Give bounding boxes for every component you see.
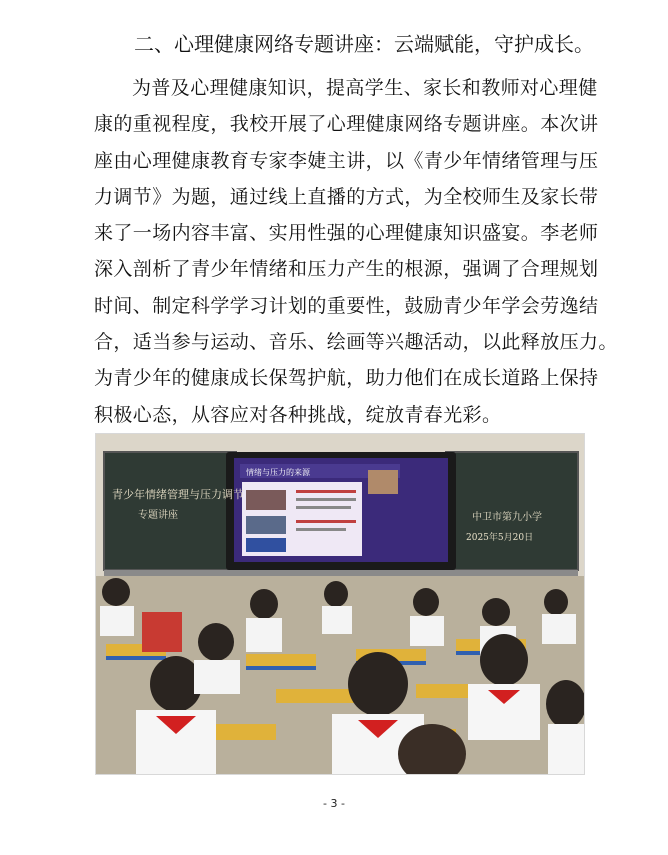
paragraph-line: 深入剖析了青少年情绪和压力产生的根源，强调了合理规划: [94, 258, 599, 281]
section-heading: 二、心理健康网络专题讲座：云端赋能，守护成长。: [134, 32, 594, 56]
screen-slide-title: 情绪与压力的来源: [246, 468, 310, 477]
paragraph-line: 力调节》为题，通过线上直播的方式，为全校师生及家长带: [94, 185, 599, 208]
paragraph-line: 康的重视程度，我校开展了心理健康网络专题讲座。本次讲: [94, 113, 599, 136]
page-number: - 3 -: [323, 797, 345, 810]
classroom-photo-illustration: [96, 434, 584, 774]
blackboard-left-subtitle: 专题讲座: [138, 510, 178, 521]
blackboard-left-title: 青少年情绪管理与压力调节: [112, 488, 244, 501]
right-blackboard: [446, 452, 578, 570]
paragraph-line: 座由心理健康教育专家李婕主讲，以《青少年情绪管理与压: [94, 149, 599, 172]
paragraph-line: 合，适当参与运动、音乐、绘画等兴趣活动，以此释放压力。: [94, 331, 618, 354]
body-paragraph: [94, 70, 618, 433]
paragraph-line: 积极心态，从容应对各种挑战，绽放青春光彩。: [94, 403, 502, 426]
paragraph-line: 来了一场内容丰富、实用性强的心理健康知识盛宴。李老师: [94, 222, 599, 245]
paragraph-line: 时间、制定科学学习计划的重要性，鼓励青少年学会劳逸结: [94, 294, 599, 317]
classroom-photo: [95, 433, 585, 775]
paragraph-line: 为青少年的健康成长保驾护航，助力他们在成长道路上保持: [94, 367, 599, 390]
blackboard-right-date: 2025年5月20日: [466, 533, 534, 543]
paragraph-line: 为普及心理健康知识，提高学生、家长和教师对心理健: [132, 77, 598, 99]
blackboard-right-school: 中卫市第九小学: [472, 512, 542, 523]
